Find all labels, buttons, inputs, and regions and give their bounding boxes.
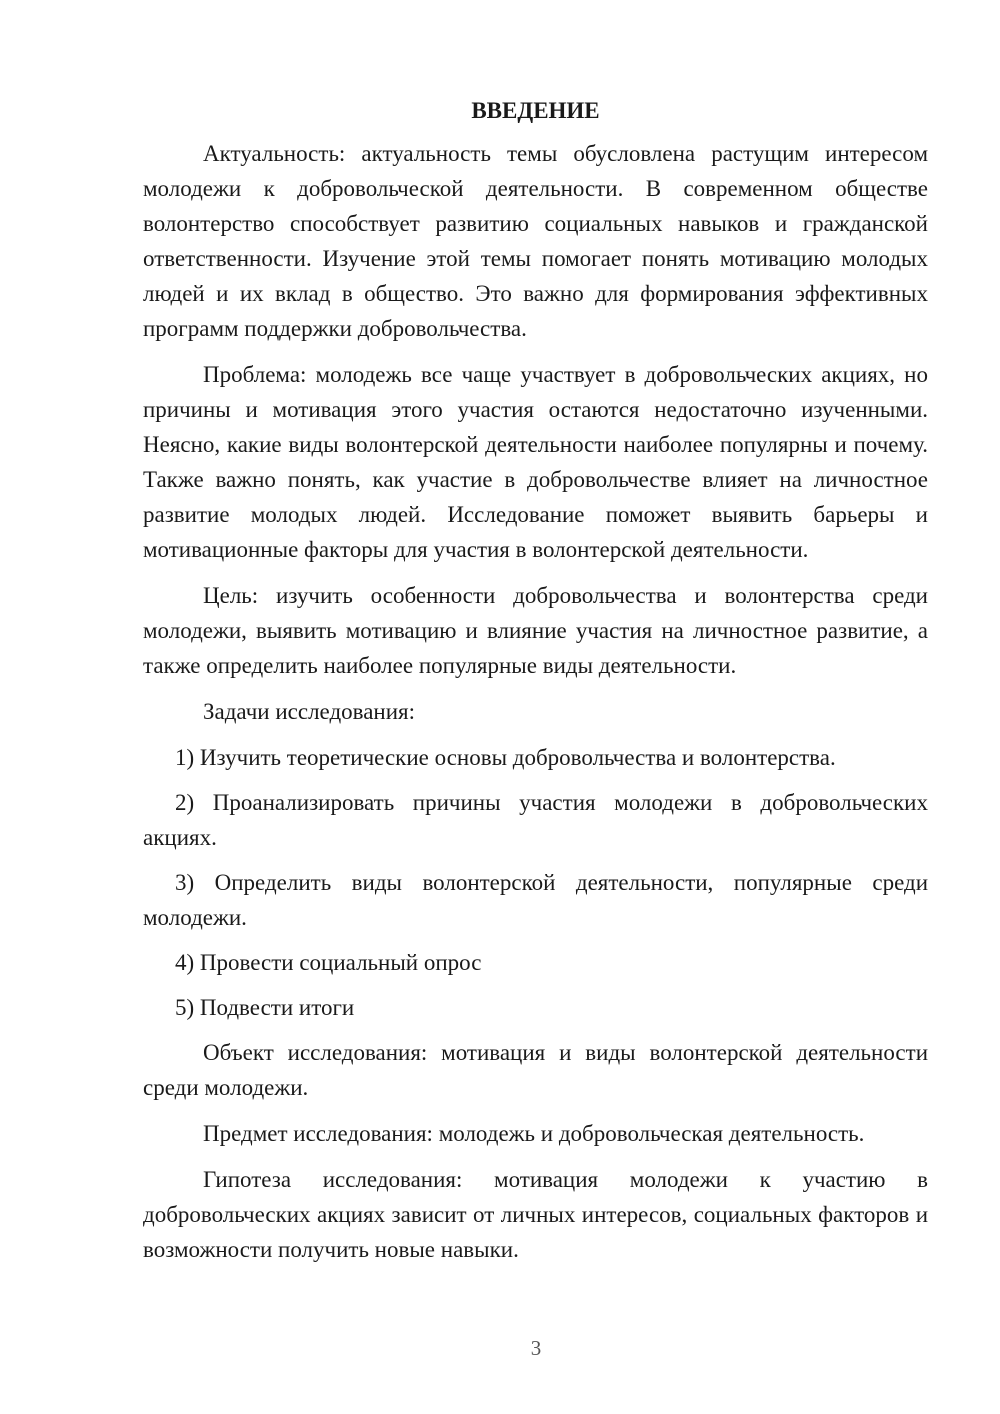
page-content: [143, 93, 928, 1267]
paragraph-problem: Проблема: молодежь все чаще участвует в добровольческих акциях, но причины и мотивация этого участия остаются недостаточно изученными. Неясно, какие виды волонтерской деятельности наиболее популярны и почему. Также важно понять, как участие в добровольчестве влияет на личностное развитие молодых людей. Исследование поможет выявить барьеры и мотивационные факторы для участия в волонтерской деятельности.: [143, 362, 928, 562]
task-item-2: 2) Проанализировать причины участия молодежи в добровольческих акциях.: [143, 790, 928, 850]
section-title: ВВЕДЕНИЕ: [471, 98, 600, 123]
task-item-3: 3) Определить виды волонтерской деятельности, популярные среди молодежи.: [143, 870, 928, 930]
paragraph-relevance: Актуальность: актуальность темы обусловлена растущим интересом молодежи к добровольческой деятельности. В современном обществе волонтерство способствует развитию социальных навыков и гражданской ответственности. Изучение этой темы помогает понять мотивацию молодых людей и их вклад в общество. Это важно для формирования эффективных программ поддержки добровольчества.: [143, 141, 928, 341]
tasks-heading: Задачи исследования:: [203, 699, 416, 724]
paragraph-object: Объект исследования: мотивация и виды волонтерской деятельности среди молодежи.: [143, 1040, 928, 1100]
paragraph-goal: Цель: изучить особенности добровольчества и волонтерства среди молодежи, выявить мотивацию и влияние участия на личностное развитие, а также определить наиболее популярные виды деятельности.: [143, 583, 928, 678]
task-item-1: 1) Изучить теоретические основы добровольчества и волонтерства.: [175, 745, 836, 770]
page-number: 3: [530, 1336, 542, 1360]
task-item-5: 5) Подвести итоги: [175, 995, 355, 1020]
paragraph-subject: Предмет исследования: молодежь и добровольческая деятельность.: [203, 1121, 865, 1146]
paragraph-hypothesis: Гипотеза исследования: мотивация молодежи к участию в добровольческих акциях зависит от личных интересов, социальных факторов и возможности получить новые навыки.: [143, 1167, 928, 1262]
task-item-4: 4) Провести социальный опрос: [175, 950, 482, 975]
